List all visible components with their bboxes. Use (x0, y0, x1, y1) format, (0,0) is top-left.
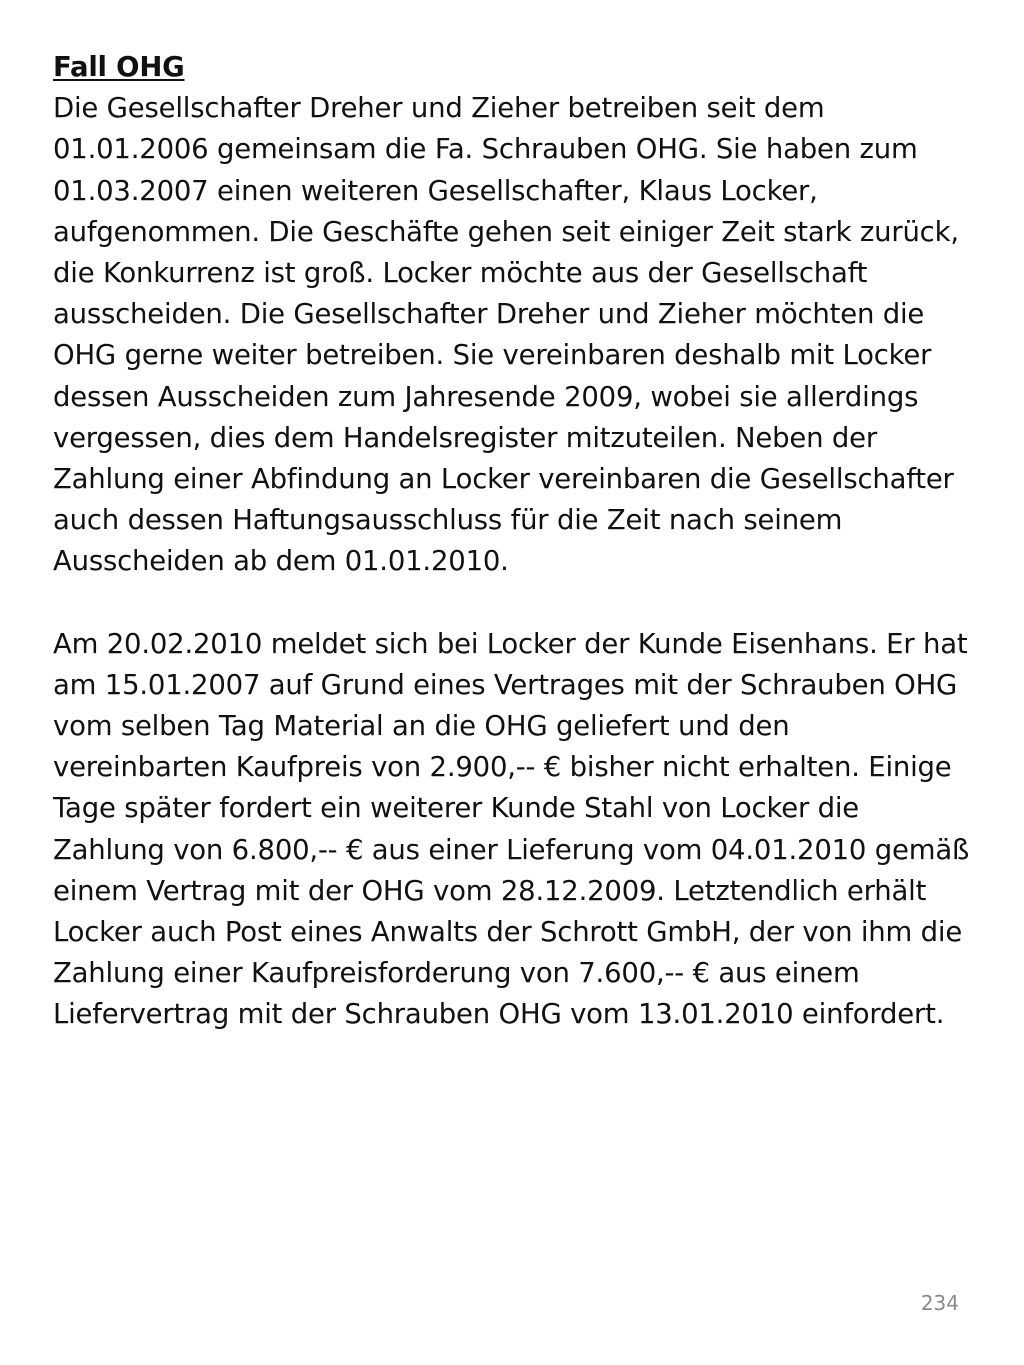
paragraph-2 (53, 624, 993, 1036)
text-line: OHG gerne weiter betreiben. Sie vereinbaren deshalb mit Locker (53, 339, 932, 372)
text-line: dessen Ausscheiden zum Jahresende 2009, wobei sie allerdings (53, 380, 919, 413)
text-line: vom selben Tag Material an die OHG geliefert und den (53, 710, 790, 742)
text-line: Am 20.02.2010 meldet sich bei Locker der Kunde Eisenhans. Er hat (53, 627, 968, 660)
paragraph-1 (53, 88, 993, 582)
page-number: 234 (920, 1291, 959, 1315)
text-line: Die Gesellschafter Dreher und Zieher betreiben seit dem (53, 92, 825, 125)
text-line: 01.03.2007 einen weiteren Gesellschafter, Klaus Locker, (53, 174, 818, 207)
text-line: Tage später fordert ein weiterer Kunde Stahl von Locker die (53, 792, 860, 825)
text-line: am 15.01.2007 auf Grund eines Vertrages mit der Schrauben OHG (53, 668, 958, 701)
text-line: auch dessen Haftungsausschluss für die Zeit nach seinem (53, 504, 843, 537)
text-line: 01.01.2006 gemeinsam die Fa. Schrauben OHG. Sie haben zum (53, 133, 918, 166)
text-line: Liefervertrag mit der Schrauben OHG vom 13.01.2010 einfordert. (53, 998, 945, 1031)
text-line: Ausscheiden ab dem 01.01.2010. (53, 545, 509, 578)
case-title: Fall OHG (53, 51, 185, 83)
text-line: aufgenommen. Die Geschäfte gehen seit einiger Zeit stark zurück, (53, 215, 959, 248)
text-line: ausscheiden. Die Gesellschafter Dreher und Zieher möchten die (53, 298, 925, 331)
text-line: Zahlung einer Kaufpreisforderung von 7.600,-- € aus einem (53, 957, 860, 990)
text-line: die Konkurrenz ist groß. Locker möchte aus der Gesellschaft (53, 256, 868, 289)
text-line: Locker auch Post eines Anwalts der Schrott GmbH, der von ihm die (53, 915, 963, 948)
text-line: vergessen, dies dem Handelsregister mitzuteilen. Neben der (53, 421, 877, 454)
text-line: einem Vertrag mit der OHG vom 28.12.2009. Letztendlich erhält (53, 874, 927, 907)
text-line: vereinbarten Kaufpreis von 2.900,-- € bisher nicht erhalten. Einige (53, 751, 952, 784)
text-line: Zahlung von 6.800,-- € aus einer Lieferung vom 04.01.2010 gemäß (53, 833, 970, 866)
case-text (53, 47, 993, 1036)
paragraph-gap (53, 582, 993, 623)
text-line: Zahlung einer Abfindung an Locker vereinbaren die Gesellschafter (53, 462, 954, 495)
